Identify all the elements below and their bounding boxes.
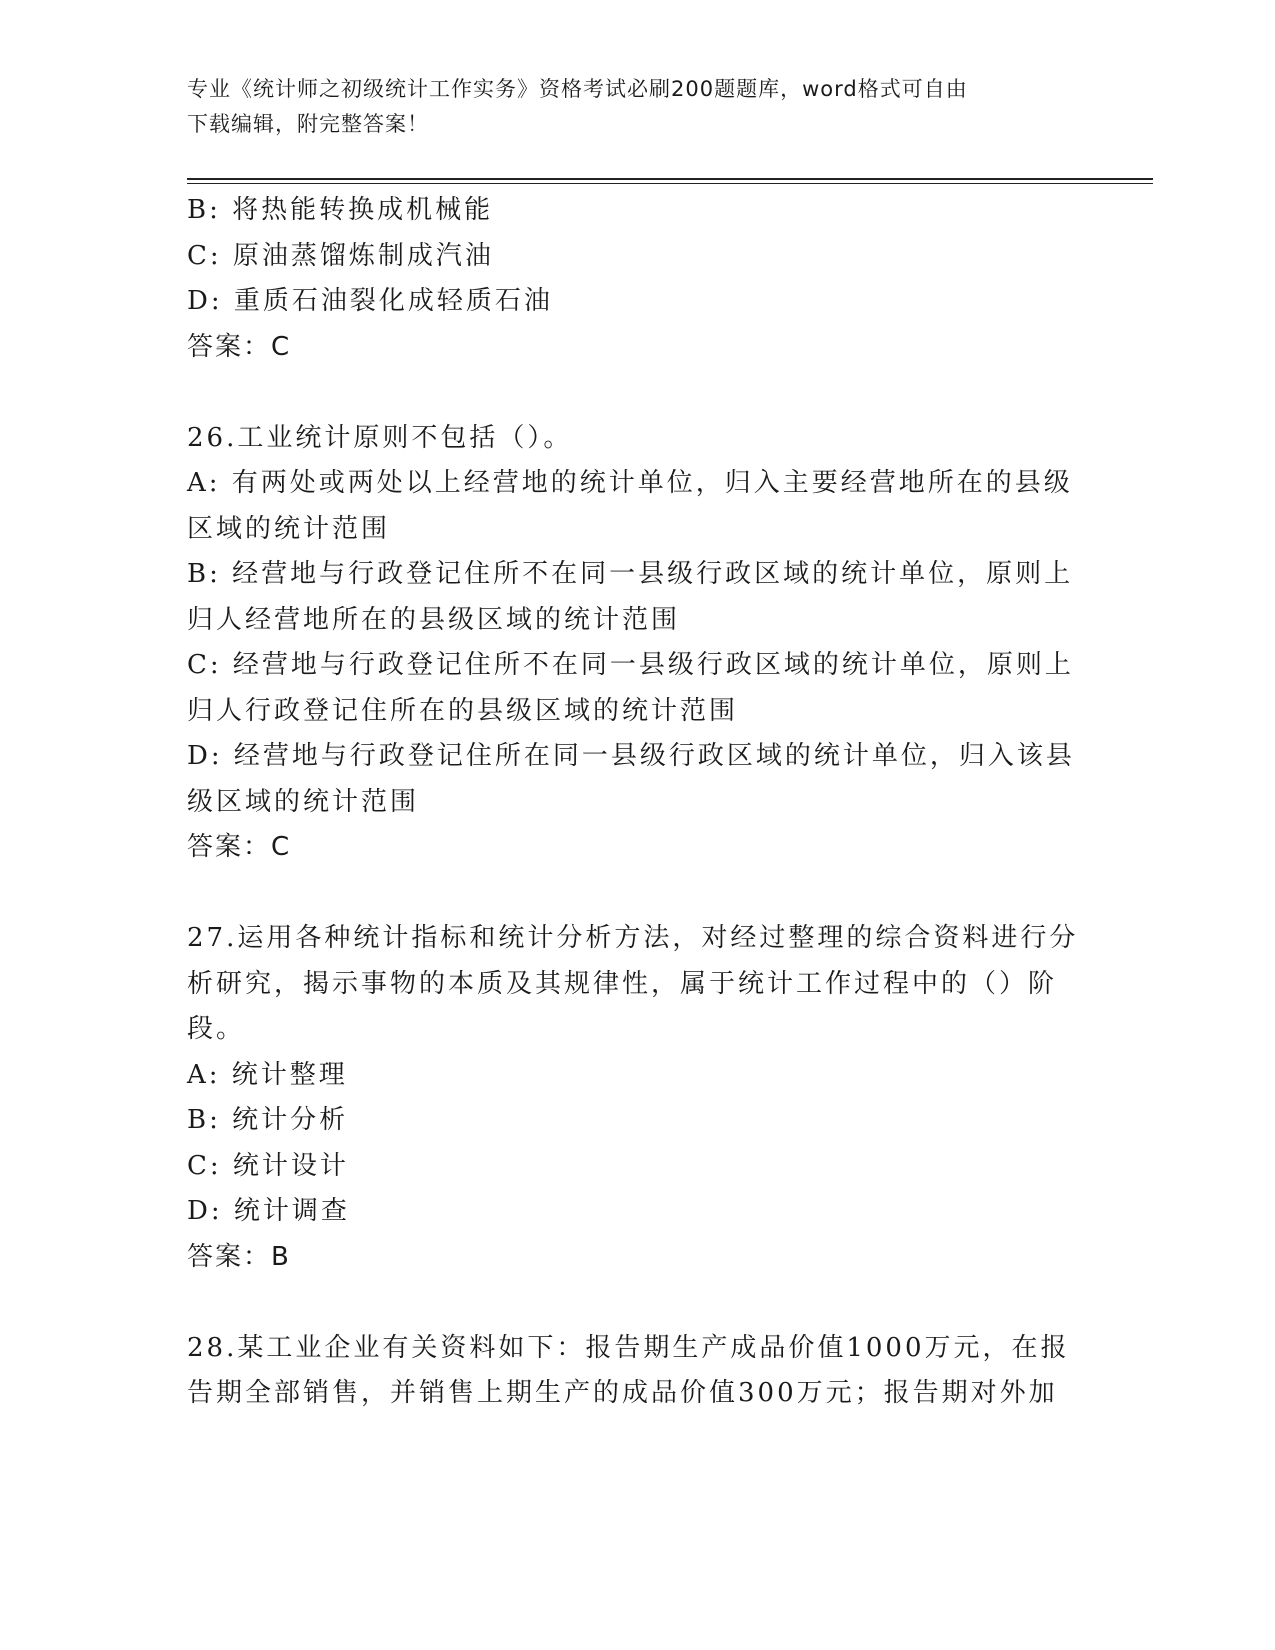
option-a: A: 统计整理 (187, 1059, 348, 1090)
document-body (187, 188, 1077, 1417)
header-line-1: 专业《统计师之初级统计工作实务》资格考试必刷200题题库，word格式可自由 (187, 77, 968, 101)
option-b: B: 统计分析 (187, 1105, 349, 1135)
option-c: C: 统计设计 (187, 1150, 349, 1181)
option-c-line-2: 归人行政登记住所在的县级区域的统计范围 (187, 695, 739, 726)
question-26 (187, 416, 1077, 871)
option-a-line-1: A: 有两处或两处以上经营地的统计单位，归入主要经营地所在的县级 (187, 468, 1073, 498)
option-b-line-2: 归人经营地所在的县级区域的统计范围 (187, 604, 681, 635)
question-27 (187, 916, 1077, 1280)
option-d: D: 统计调查 (187, 1196, 350, 1226)
option-d-line-2: 级区域的统计范围 (187, 786, 420, 817)
question-text-line-1: 27.运用各种统计指标和统计分析方法，对经过整理的综合资料进行分 (187, 923, 1079, 953)
answer: 答案：B (187, 1241, 291, 1272)
header-divider (187, 178, 1153, 184)
question-text-line-2: 析研究，揭示事物的本质及其规律性，属于统计工作过程中的（）阶 (187, 968, 1058, 999)
question-text-line-1: 28.某工业企业有关资料如下：报告期生产成品价值1000万元，在报 (187, 1332, 1070, 1363)
option-d: D: 重质石油裂化成轻质石油 (187, 286, 553, 316)
option-c: C: 原油蒸馏炼制成汽油 (187, 240, 494, 271)
page-header (187, 72, 1067, 142)
option-c-line-1: C: 经营地与行政登记住所不在同一县级行政区域的统计单位，原则上 (187, 650, 1074, 680)
option-a-line-2: 区域的统计范围 (187, 513, 391, 544)
question-text-line-3: 段。 (187, 1014, 246, 1044)
option-b-line-1: B: 经营地与行政登记住所不在同一县级行政区域的统计单位，原则上 (187, 559, 1074, 589)
question-25 (187, 188, 1077, 370)
question-text-line-2: 告期全部销售，并销售上期生产的成品价值300万元；报告期对外加 (187, 1378, 1058, 1408)
header-line-2: 下载编辑，附完整答案！ (187, 112, 429, 136)
question-text: 26.工业统计原则不包括（）。 (187, 422, 573, 453)
option-b: B: 将热能转换成机械能 (187, 195, 494, 225)
question-28 (187, 1326, 1077, 1417)
answer: 答案：C (187, 832, 292, 862)
option-d-line-1: D: 经营地与行政登记住所在同一县级行政区域的统计单位，归入该县 (187, 741, 1075, 771)
answer: 答案：C (187, 331, 292, 362)
